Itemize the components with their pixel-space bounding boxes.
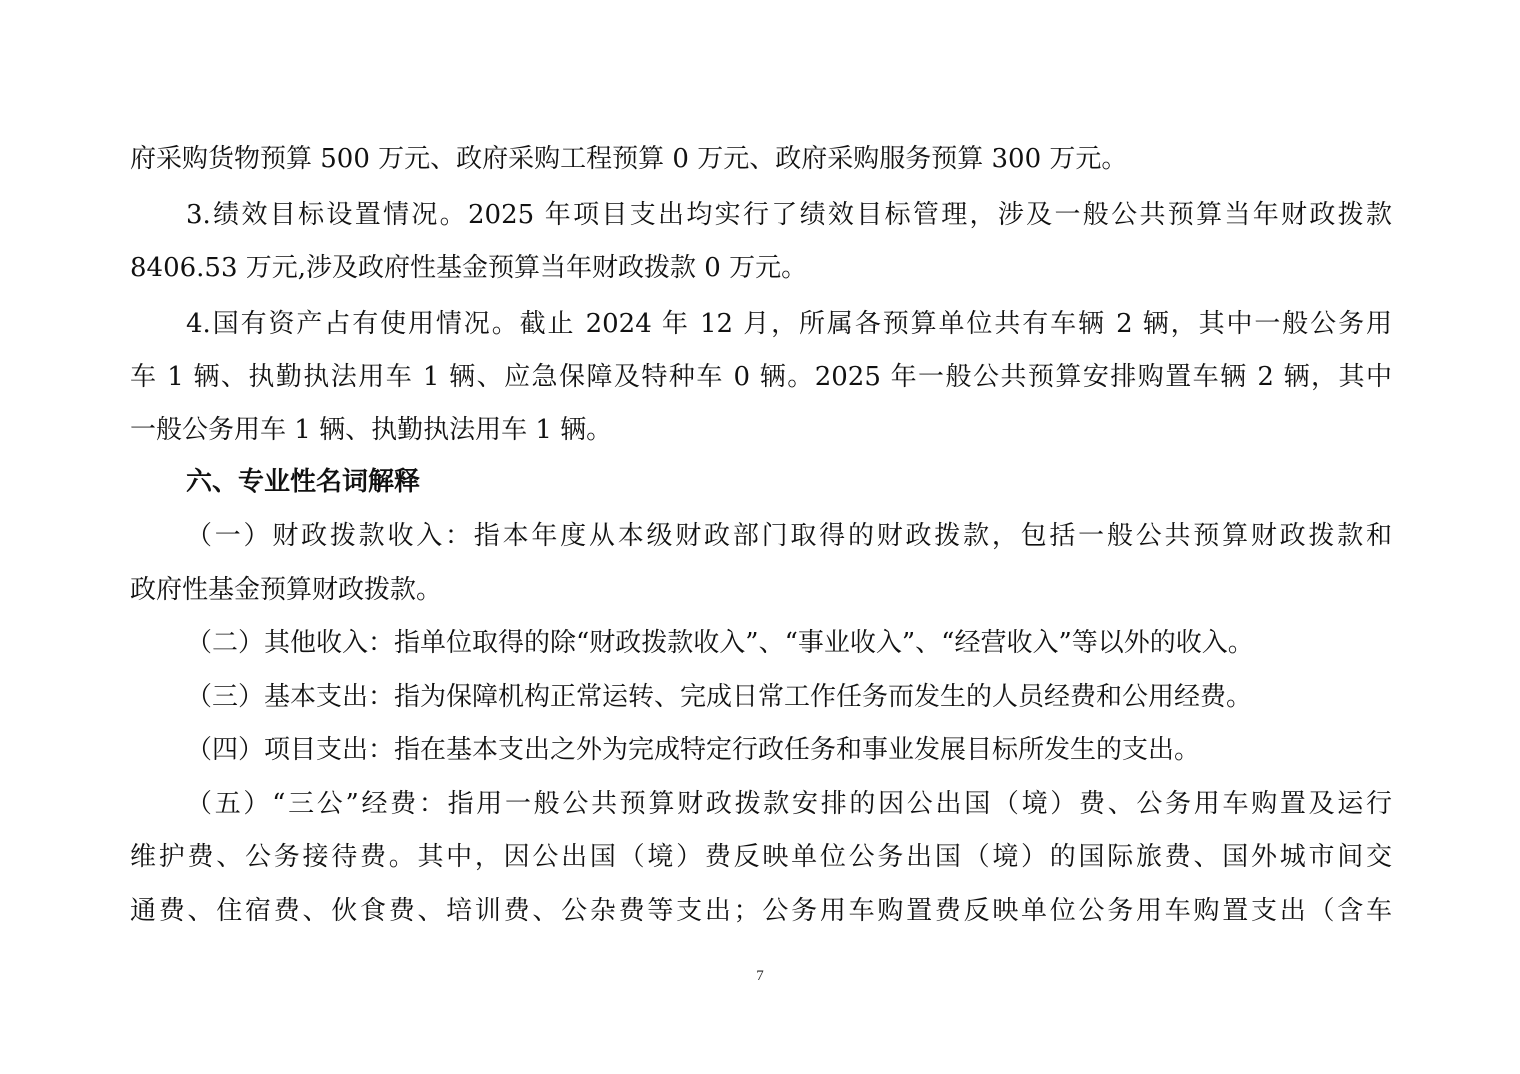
text-line: （五）“三公”经费：指用一般公共预算财政拨款安排的因公出国（境）费、公务用车购置及运行 — [186, 789, 1392, 819]
text-line: 3.绩效目标设置情况。2025 年项目支出均实行了绩效目标管理，涉及一般公共预算当年财政拨款 — [186, 200, 1392, 230]
text-line: （二）其他收入：指单位取得的除“财政拨款收入”、“事业收入”、“经营收入”等以外的收入。 — [186, 628, 1254, 658]
text-line: 维护费、公务接待费。其中，因公出国（境）费反映单位公务出国（境）的国际旅费、国外城市间交 — [130, 842, 1392, 872]
text-line: （一）财政拨款收入：指本年度从本级财政部门取得的财政拨款，包括一般公共预算财政拨款和 — [186, 521, 1392, 551]
text-line: 一般公务用车 1 辆、执勤执法用车 1 辆。 — [130, 415, 613, 445]
page-number: 7 — [756, 968, 764, 984]
text-line: 车 1 辆、执勤执法用车 1 辆、应急保障及特种车 0 辆。2025 年一般公共预算安排购置车辆 2 辆，其中 — [130, 362, 1392, 392]
text-line: （三）基本支出：指为保障机构正常运转、完成日常工作任务而发生的人员经费和公用经费。 — [186, 682, 1253, 712]
text-line: 政府性基金预算财政拨款。 — [130, 575, 443, 605]
text-line: 通费、住宿费、伙食费、培训费、公杂费等支出；公务用车购置费反映单位公务用车购置支出（含车 — [130, 896, 1392, 926]
section-heading: 六、专业性名词解释 — [186, 467, 421, 497]
text-line: 府采购货物预算 500 万元、政府采购工程预算 0 万元、政府采购服务预算 300 万元。 — [130, 144, 1128, 174]
text-line: 4.国有资产占有使用情况。截止 2024 年 12 月，所属各预算单位共有车辆 2 辆，其中一般公务用 — [186, 309, 1392, 339]
text-line: （四）项目支出：指在基本支出之外为完成特定行政任务和事业发展目标所发生的支出。 — [186, 735, 1201, 765]
text-line: 8406.53 万元,涉及政府性基金预算当年财政拨款 0 万元。 — [130, 253, 808, 283]
